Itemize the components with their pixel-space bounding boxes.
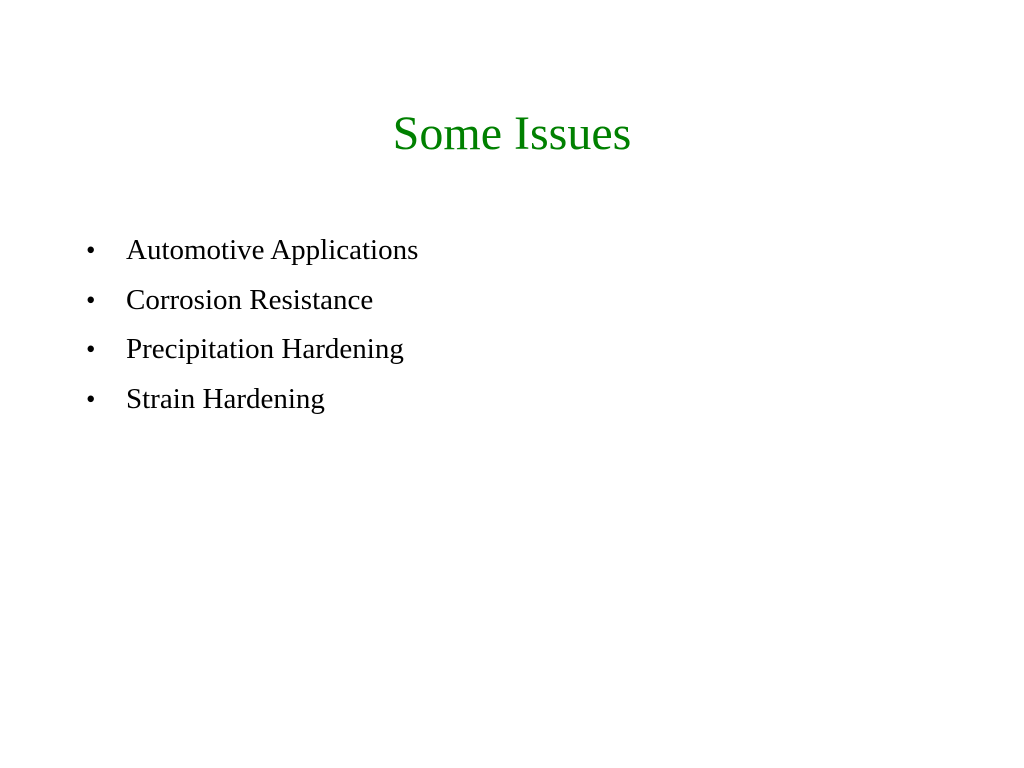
list-item (86, 375, 418, 425)
bullet-icon: • (86, 284, 96, 315)
bullet-text: Automotive Applications (126, 234, 419, 266)
bullet-list (86, 226, 418, 424)
list-item (86, 226, 418, 276)
bullet-text: Corrosion Resistance (126, 283, 374, 316)
list-item (86, 325, 418, 375)
bullet-icon: • (86, 383, 96, 414)
bullet-icon: • (86, 334, 96, 364)
slide-title: Some Issues (392, 107, 632, 160)
bullet-text: Strain Hardening (126, 382, 325, 415)
bullet-text: Precipitation Hardening (126, 333, 404, 365)
list-item (86, 276, 418, 326)
bullet-icon: • (86, 235, 96, 265)
